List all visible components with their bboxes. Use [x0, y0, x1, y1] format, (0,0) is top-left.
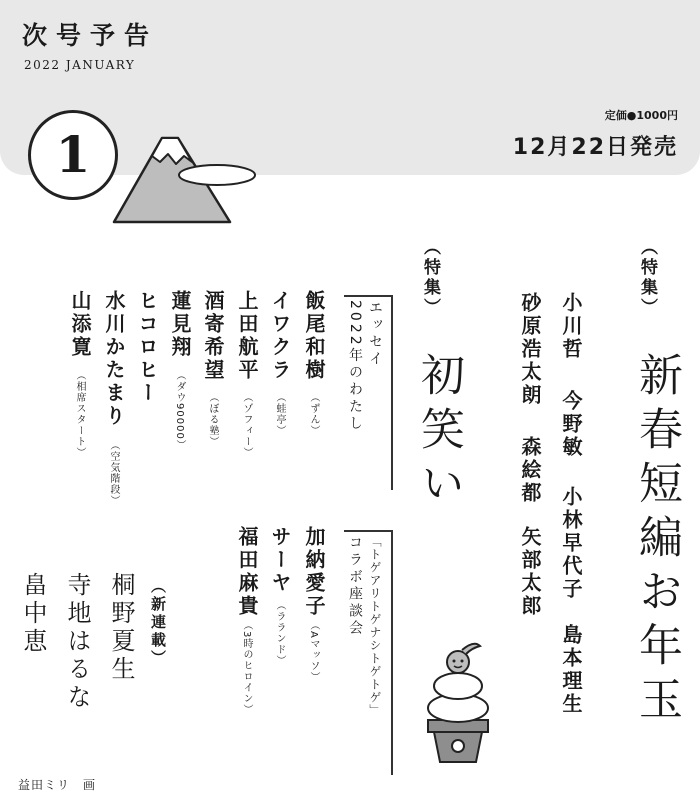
- essay-writer: 飯尾和樹: [302, 290, 326, 382]
- essay-label: エッセイ: [367, 300, 383, 368]
- essay-writer: ヒコロヒー: [135, 290, 159, 405]
- collab-member-note: （3時のヒロイン）: [241, 620, 252, 716]
- collab-member-note: （Aマッソ）: [308, 620, 319, 683]
- issue-date: 2022 JANUARY: [24, 58, 136, 72]
- feature2-label: ︵特集︶: [420, 238, 440, 318]
- essay-writer-note: （ダウ90000）: [174, 370, 185, 451]
- essay-writer: イワクラ: [268, 290, 292, 382]
- essay-writer: 酒寄希望: [201, 290, 225, 382]
- feature1-author: 矢部太郎: [518, 526, 542, 618]
- feature1-title: 新春短編お年玉: [631, 352, 682, 730]
- release-date: 12月22日発売: [512, 135, 678, 160]
- feature1-author: 小林早代子: [559, 486, 583, 601]
- essay-rule: [391, 295, 393, 490]
- serial-author: 畠中恵: [19, 572, 47, 656]
- collab-label: 「トゲアリトゲナシトゲトゲ」: [368, 535, 382, 717]
- feature1-author: 森絵都: [518, 436, 542, 505]
- kagami-mochi-illustration: [418, 636, 498, 770]
- essay-writer-note: （ゾフィー）: [241, 392, 252, 458]
- essay-writer: 山添寛: [68, 290, 92, 359]
- serial-author: 寺地はるな: [63, 572, 91, 712]
- collab-member: 加納愛子: [302, 526, 326, 618]
- collab-rule: [391, 530, 393, 775]
- essay-writer: 上田航平: [235, 290, 259, 382]
- feature1-author: 小川哲: [559, 292, 583, 361]
- issue-number-badge: 1: [28, 110, 118, 200]
- collab-title: コラボ座談会: [347, 535, 363, 637]
- essay-rule-top: [344, 295, 392, 297]
- essay-writer-note: （相席スタート）: [74, 370, 85, 458]
- collab-member-note: （ラランド）: [274, 600, 285, 666]
- feature1-label: ︵特集︶: [637, 238, 657, 318]
- collab-member: サーヤ: [268, 526, 292, 595]
- essay-writer-note: （蛙亭）: [274, 392, 285, 436]
- serial-author: 桐野夏生: [107, 572, 135, 684]
- page-title: 次号予告: [22, 21, 159, 50]
- essay-writer: 蓮見翔: [168, 290, 192, 359]
- essay-writer-note: （空気階段）: [108, 440, 119, 506]
- cloud-icon: [176, 160, 258, 190]
- feature1-author: 島本理生: [559, 624, 583, 716]
- serial-label: ︵新連載︶: [149, 578, 167, 668]
- feature1-author: 砂原浩太朗: [518, 292, 542, 407]
- essay-writer: 水川かたまり: [102, 290, 126, 428]
- essay-writer-note: （ぼる塾）: [207, 392, 218, 447]
- feature1-author: 今野敏: [559, 390, 583, 459]
- illustrator-credit: 益田ミリ 画: [18, 778, 97, 792]
- price-label: 定価●1000円: [604, 109, 678, 122]
- collab-rule-top: [344, 530, 392, 532]
- essay-title: 2022年のわたし: [347, 300, 363, 433]
- feature2-title: 初笑い: [413, 352, 464, 514]
- essay-writer-note: （ずん）: [308, 392, 319, 436]
- collab-member: 福田麻貴: [235, 526, 259, 618]
